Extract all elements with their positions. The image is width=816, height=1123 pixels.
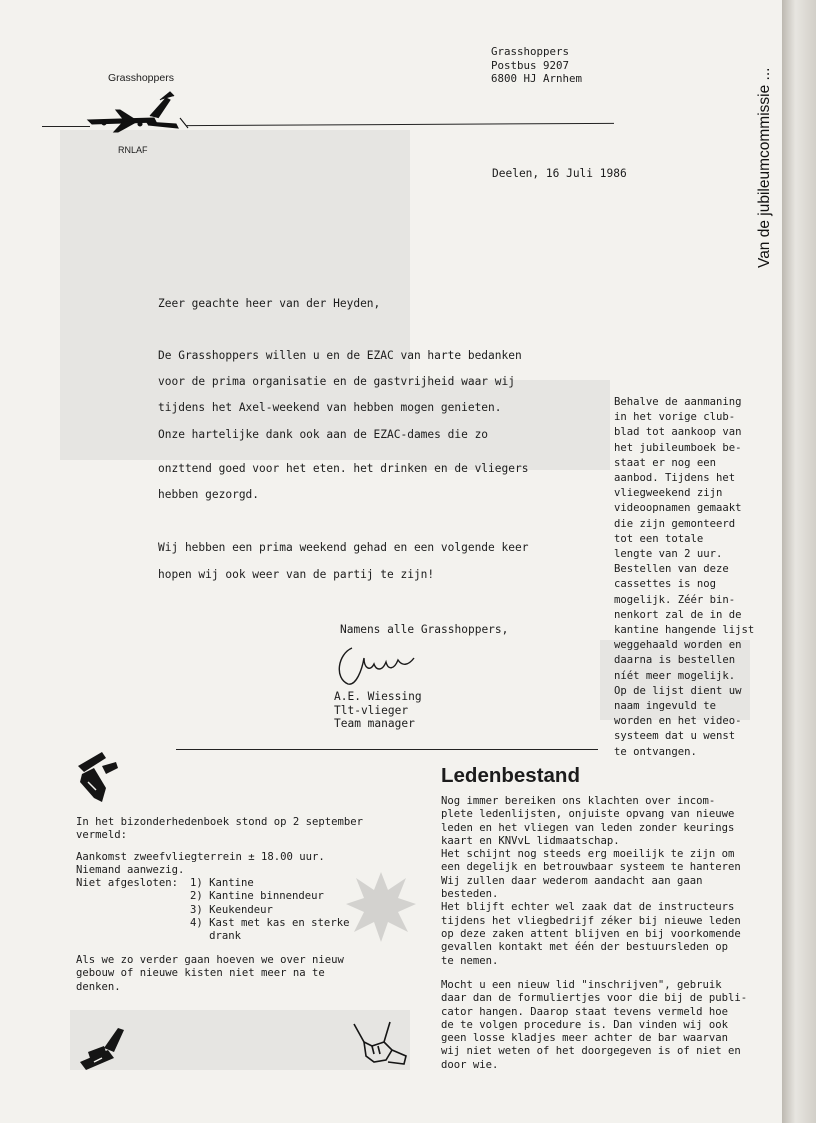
column-line: weggehaald worden en [614,639,742,652]
bizonderheden-arrival [76,851,325,878]
pointing-hand-icon [72,748,124,806]
bizonderheden-intro [76,816,363,843]
letter-salutation: Zeer geachte heer van der Heyden, [158,297,381,310]
thumbs-hand-icon [74,1022,132,1074]
not-locked-item: 4) Kast met kas en sterke [190,916,350,929]
jubileum-column [614,395,764,760]
paragraph-line: geen losse kladjes meer achter de bar waarvan [441,1032,729,1045]
ledenbestand-heading: Ledenbestand [441,764,580,787]
paragraph-line: Wij zullen daar wederom aandacht aan gaan [441,874,703,887]
column-line: die zijn gemonteerd [614,517,736,530]
letter-line: voor de prima organisatie en de gastvrijheid waar wij [158,375,515,388]
sidebar-title [756,38,776,268]
column-line: vliegweekend zijn [614,487,723,500]
column-line: Op de lijst dient uw [614,684,742,697]
paragraph-line: besteden. [441,888,499,901]
paragraph-line: Nog immer bereiken ons klachten over incom- [441,795,716,807]
column-line: níét meer mogelijk. [614,669,736,682]
closing-line: denken. [76,980,121,993]
arrival-line: Aankomst zweefvliegterrein ± 18.00 uur. [76,851,325,863]
paragraph-line: Het blijft echter wel zaak dat de instructeurs [441,901,735,914]
letterhead-rule-left [42,126,90,127]
letter-closing-line: hopen wij ook weer van de partij te zijn! [158,568,435,581]
signature-rank: Tlt-vlieger [334,703,409,717]
column-line: kantine hangende lijst [614,624,755,637]
ledenbestand-paragraph-2 [441,979,747,1072]
paragraph-line: plete ledenlijsten, onjuiste opvang van nieuwe [441,808,735,821]
paragraph-line: door wie. [441,1058,499,1071]
return-address-line: 6800 HJ Arnhem [491,72,583,85]
letter-line: tijdens het Axel-weekend van hebben mogen genieten. [158,401,502,414]
column-line: worden en het video- [614,715,742,728]
letter-line: De Grasshoppers willen u en de EZAC van harte bedanken [158,349,522,362]
ledenbestand-paragraph-1 [441,795,741,968]
letterhead-brand-sub: RNLAF [118,145,148,155]
bleed-through-block [410,380,610,470]
column-line: mogelijk. Zéér bin- [614,593,736,606]
not-locked-item: 2) Kantine binnendeur [190,890,324,903]
paragraph-line: tijdens het vliegbedrijf zéker bij nieuwe leden [441,914,741,927]
sidebar-title-text: Van de jubileumcommissie ... [756,67,773,268]
column-line: naam ingevuld te [614,700,717,713]
paragraph-line: een degelijk en betrouwbaar systeem te hanteren [441,861,741,874]
signature-name: A.E. Wiessing [334,690,422,703]
intro-line: In het bizonderhedenboek stond op 2 september [76,816,364,828]
paragraph-line: kaart en KNVvL lidmaatschap. [441,834,620,847]
letterhead-rule-right [186,123,614,126]
column-line: blad tot aankoop van [614,426,742,439]
not-locked-label: Niet afgesloten: [76,877,179,889]
intro-line: vermeld: [76,829,128,842]
paragraph-line: leden en het vliegen van leden zonder keurings [441,821,735,834]
paragraph-line: de te volgen procedure is. Dan vinden wij ook [441,1018,729,1031]
letterhead-brand: Grasshoppers [108,72,174,84]
return-address [491,45,582,86]
not-locked-item: 3) Keukendeur [190,903,273,916]
starburst-decoration [344,870,418,944]
column-line: daarna is bestellen [614,654,736,667]
page-edge [782,0,816,1123]
not-locked-item: drank [190,930,242,943]
column-line: Bestellen van deze [614,563,729,576]
closing-line: Als we zo verder gaan hoeven we over nieuw [76,954,344,966]
column-line: tot een totale [614,532,704,545]
column-line: aanbod. Tijdens het [614,472,736,485]
aircraft-formation-logo [84,88,192,136]
paragraph-line: gevallen kontakt met één der bestuursleden op [441,941,729,954]
horns-hand-icon [344,1016,416,1072]
letter-date: Deelen, 16 Juli 1986 [492,167,627,180]
column-line: cassettes is nog [614,578,717,591]
signature-role: Team manager [334,717,415,730]
handwritten-signature [330,640,430,690]
paragraph-line: Het schijnt nog steeds erg moeilijk te zijn om [441,848,735,861]
not-locked-list [190,877,349,943]
letter-line: Onze hartelijke dank ook aan de EZAC-dames die zo [158,428,489,441]
paragraph-line: daar dan de formuliertjes voor die bij de publi- [441,992,748,1005]
paragraph-line: te nemen. [441,954,499,967]
bizonderheden-closing [76,954,344,994]
column-line: het jubileumboek be- [614,441,742,454]
column-line: in het vorige club- [614,411,736,424]
not-locked-item: 1) Kantine [190,877,254,889]
column-line: nenkort zal de in de [614,608,742,621]
column-line: staat er nog een [614,456,717,469]
paragraph-line: cator hangen. Daarop staat tevens vermeld hoe [441,1005,729,1018]
column-line: videoopnamen gemaakt [614,502,742,515]
closing-line: gebouw of nieuwe kisten niet meer na te [76,967,325,980]
letter-closing-line: Wij hebben een prima weekend gehad en een volgende keer [158,541,529,554]
return-address-line: Postbus 9207 [491,58,570,72]
letter-line: onzttend goed voor het eten. het drinken en de vliegers [158,462,529,475]
return-address-line: Grasshoppers [491,45,570,58]
paragraph-line: Mocht u een nieuw lid "inschrijven", gebruik [441,979,722,991]
signature-block [334,690,422,731]
column-line: Behalve de aanmaning [614,396,742,408]
column-line: systeem dat u wenst [614,730,736,743]
letter-line: hebben gezorgd. [158,488,260,501]
arrival-line: Niemand aanwezig. [76,864,185,877]
paragraph-line: wij niet weten of het doorgegeven is of niet en [441,1045,741,1058]
section-divider [176,749,598,750]
letter-sign-off: Namens alle Grasshoppers, [340,623,509,636]
column-line: lengte van 2 uur. [614,548,723,561]
paragraph-line: op deze zaken attent blijven en bij voorkomende [441,927,741,940]
column-line: te ontvangen. [614,745,697,758]
